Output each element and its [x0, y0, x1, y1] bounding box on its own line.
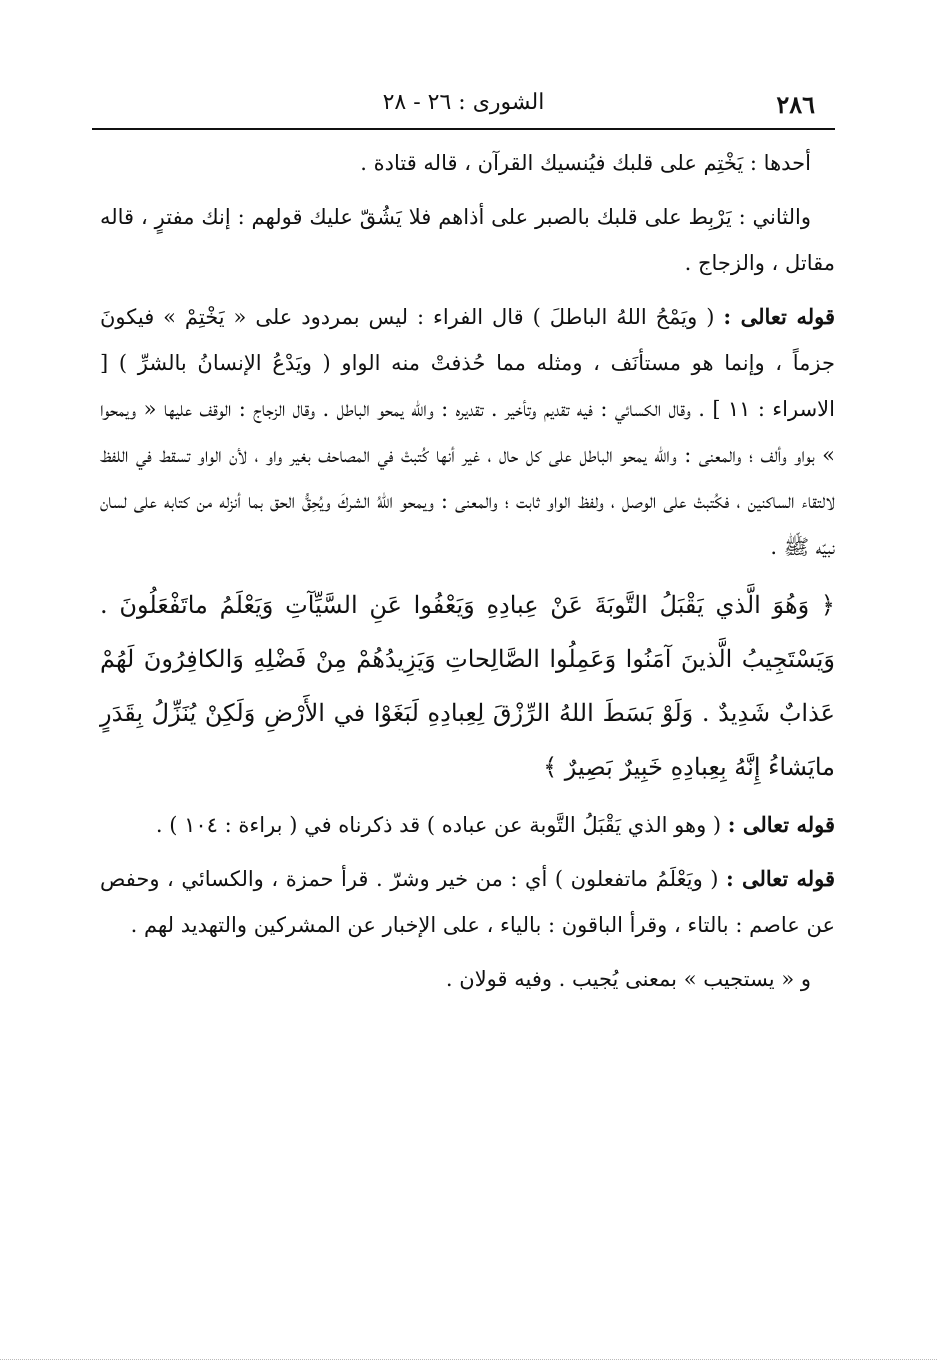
- scan-edge-dots: [0, 1358, 937, 1360]
- paragraph-text: والثاني : يَرْبِط على قلبك بالصبر على أذاهم فلا يَشُقّ عليك قولهم : إنك مفترٍ ، قاله مقاتل ، والزجاج .: [100, 205, 835, 275]
- page-number: ٢٨٦: [776, 90, 815, 119]
- paragraph: [100, 956, 835, 1002]
- page-header: [92, 84, 835, 130]
- paragraph-lead: قوله تعالى :: [726, 866, 835, 891]
- paragraph: [100, 194, 835, 286]
- running-head: الشورى : ٢٦ - ٢٨: [382, 90, 545, 115]
- verse-text: ﴿ وَهُوَ الَّذي يَقْبَلُ التَّوبَةَ عَنْ عِبادِهِ وَيَعْفُوا عَنِ السَّيِّآتِ وَيَعْلَمُ ماتَفْعَلُونَ . وَيَسْتَجِيبُ الَّذينَ آمَنُوا وَعَمِلُوا الصَّالِحاتِ وَيَزِيدُهُمْ مِنْ فَضْلِهِ وَالكافِرُونَ لَهُمْ عَذابٌ شَدِيدٌ . وَلَوْ بَسَطَ اللهُ الرِّزْقَ لِعِبادِهِ لَبَغَوْا في الأَرْضِ وَلَكِنْ يُنَزِّلُ بِقَدَرٍ مايَشاءُ إِنَّهُ بِعِبادِهِ خَبِيرٌ بَصِيرٌ ﴾: [100, 591, 835, 781]
- paragraph: [100, 856, 835, 948]
- page-body: [100, 140, 835, 1010]
- paragraph: [100, 802, 835, 848]
- paragraph-text: ( ويَعْلَمُ ماتفعلون ) أي : من خير وشرّ . قرأ حمزة ، والكسائي ، وحفص عن عاصم : بالتاء ، وقرأ الباقون : بالياء ، على الإخبار عن المشركين والتهديد لهم .: [100, 867, 835, 937]
- paragraph-lead: قوله تعالى :: [723, 304, 835, 329]
- paragraph-lead: قوله تعالى :: [727, 812, 835, 837]
- paragraph-text: ( ويَمْحُ اللهُ الباطلَ ) قال الفراء : ليس بمردود على « يَخْتِمْ » فيكونَ جزماً ، وإنما هو مستأنَف ، ومثله مما حُذفتْ منه الواو ( ويَدْعُ الإنسانُ بالشرِّ ) [ الاسراء : ١١ ] . وقال الكسائي : فيه تقديم وتأخير . تقديره : والله يمحو الباطل . وقال الزجاج : الوقف عليها « ويمحوا » بواو وألف ؛ والمعنى : والله يمحو الباطل على كل حال ، غير أنها كُتبتْ في المصاحف بغير واو ، لأن الواو تسقط في اللفظ لالتقاء الساكنين ، فكُتبتْ على الوصل ، ولفظ الواو ثابت ؛ والمعنى : ويمحو اللهُ الشركَ ويُحِقُّ الحق بما أنزله من كتابه على لسان نبيّه ﷺ .: [100, 305, 835, 559]
- paragraph-text: ( وهو الذي يَقْبَلُ التَّوبة عن عباده ) قد ذكرناه في ( براءة : ١٠٤ ) .: [155, 813, 728, 837]
- paragraph: [100, 140, 835, 186]
- paragraph-text: و « يستجيب » بمعنى يُجيب . وفيه قولان .: [445, 967, 811, 991]
- quran-verse: [100, 578, 835, 794]
- paragraph: [100, 294, 835, 570]
- paragraph-text: أحدها : يَخْتِم على قلبك فيُنسيك القرآن ، قاله قتادة .: [360, 151, 811, 175]
